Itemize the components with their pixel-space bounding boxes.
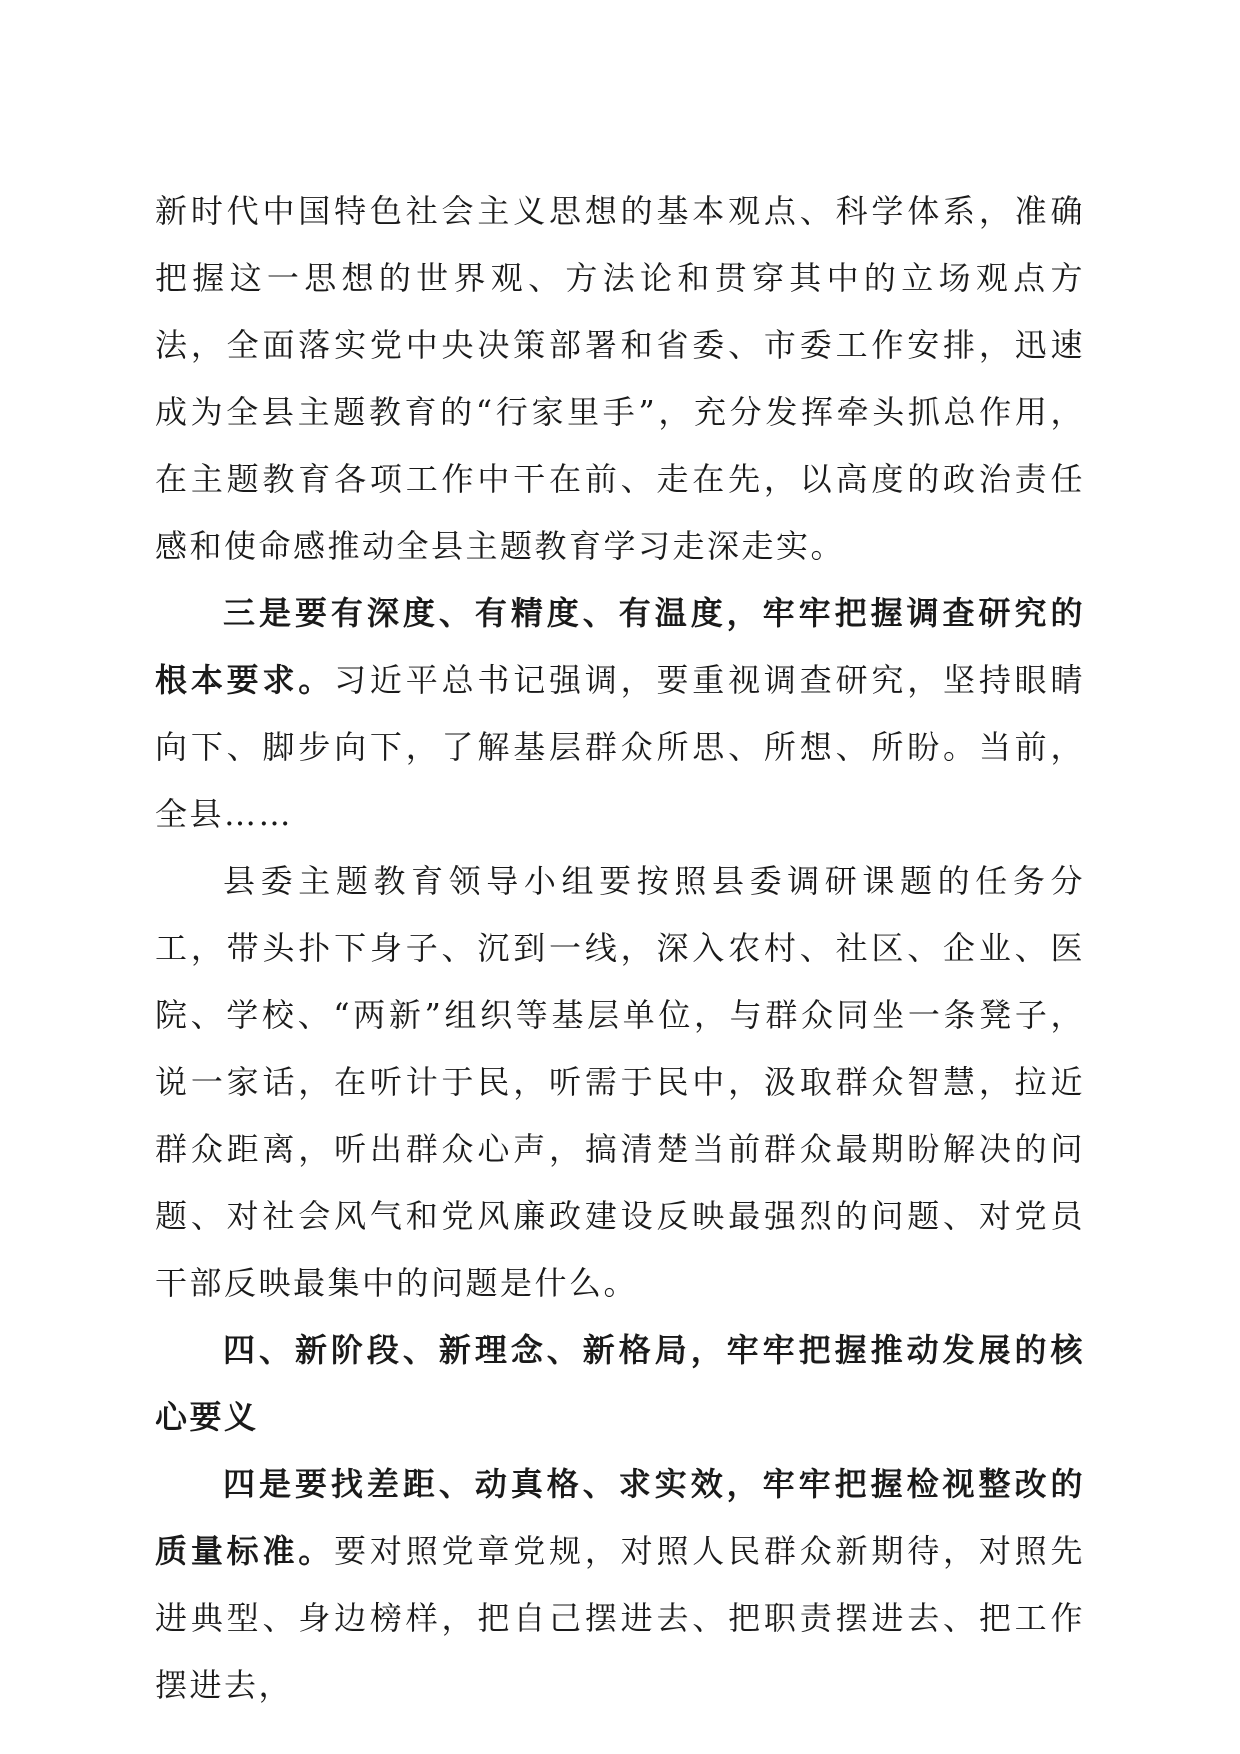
paragraph-leading-group: 县委主题教育领导小组要按照县委调研课题的任务分工，带头扑下身子、沉到一线，深入农村、社区、企业、医院、学校、“两新”组织等基层单位，与群众同坐一条凳子，说一家话，在听计于民，听需于民中，汲取群众智慧，拉近群众距离，听出群众心声，搞清楚当前群众最期盼解决的问题、对社会风气和党风廉政建设反映最强烈的问题、对党员干部反映最集中的问题是什么。 — [155, 862, 1085, 1302]
paragraph-section-three — [155, 580, 1085, 848]
paragraph-section-four — [155, 1451, 1085, 1719]
section-three-text: 习近平总书记强调，要重视调查研究，坚持眼睛向下、脚步向下，了解基层群众所思、所想、所盼。当前，全县…… — [155, 661, 1085, 833]
section-four-text: 要对照党章党规，对照人民群众新期待，对照先进典型、身边榜样，把自己摆进去、把职责摆进去、把工作摆进去， — [155, 1532, 1085, 1704]
document-body — [155, 178, 1085, 1719]
section-three-lead: 三是要有深度、有精度、有温度，牢牢把握调查研究的根本要求。 — [155, 594, 1085, 699]
paragraph-continuation: 新时代中国特色社会主义思想的基本观点、科学体系，准确把握这一思想的世界观、方法论和贯穿其中的立场观点方法，全面落实党中央决策部署和省委、市委工作安排，迅速成为全县主题教育的“行家里手”，充分发挥牵头抓总作用，在主题教育各项工作中干在前、走在先，以高度的政治责任感和使命感推动全县主题教育学习走深走实。 — [155, 192, 1085, 565]
section-four-lead: 四是要找差距、动真格、求实效，牢牢把握检视整改的质量标准。 — [155, 1465, 1085, 1570]
section-heading-four: 四、新阶段、新理念、新格局，牢牢把握推动发展的核心要义 — [155, 1331, 1085, 1436]
